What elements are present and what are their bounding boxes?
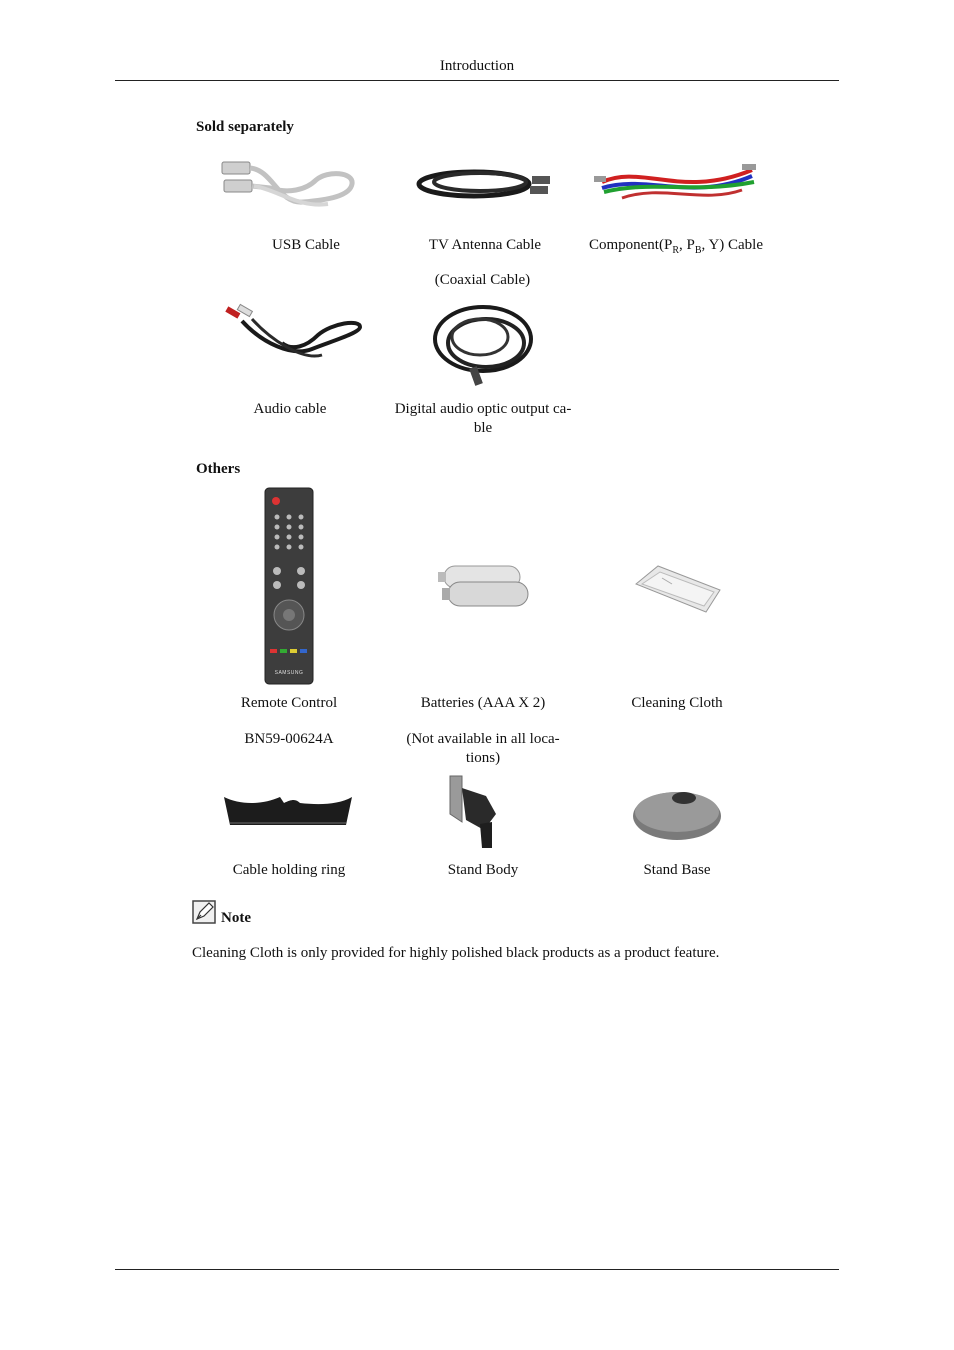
sold-separately-title: Sold separately (196, 119, 294, 135)
batteries-label: Batteries (AAA X 2) (420, 695, 546, 711)
header-title: Introduction (439, 58, 515, 74)
component-label-sub-b: B (694, 245, 702, 256)
optic-cable-icon (428, 297, 538, 389)
stand-body-icon (444, 774, 500, 850)
others-title: Others (196, 461, 241, 477)
stand-base-label: Stand Base (643, 862, 711, 878)
batteries-icon (434, 560, 534, 612)
stand-base-icon (632, 788, 722, 842)
note-label: Note (221, 910, 251, 926)
audio-cable-label: Audio cable (253, 401, 327, 417)
antenna-cable-label: TV Antenna Cable (428, 237, 542, 253)
footer-rule (115, 1269, 839, 1270)
optic-cable-label-line2: ble (473, 420, 493, 436)
batteries-sublabel-line2: tions) (465, 750, 501, 766)
cable-holding-ring-icon (222, 793, 354, 829)
batteries-sublabel-line1: (Not available in all loca- (406, 731, 560, 747)
note-text: Cleaning Cloth is only provided for highly polished black products as a product feature. (192, 945, 720, 961)
component-label-prefix: Component(P (588, 237, 673, 253)
component-label-sub-r: R (672, 245, 679, 256)
note-icon (192, 900, 216, 924)
usb-cable-label: USB Cable (272, 237, 340, 253)
antenna-cable-icon (414, 160, 554, 210)
remote-brand-label: SAMSUNG (274, 670, 304, 676)
optic-cable-label-line1: Digital audio optic output ca- (394, 401, 572, 417)
remote-control-icon (264, 487, 314, 685)
component-cable-icon (592, 154, 762, 209)
header-rule (115, 80, 839, 81)
component-label-mid: , P (678, 237, 695, 253)
component-label-suffix: , Y) Cable (701, 237, 764, 253)
cable-holding-ring-label: Cable holding ring (232, 862, 346, 878)
remote-control-label: Remote Control (240, 695, 338, 711)
cleaning-cloth-label: Cleaning Cloth (631, 695, 723, 711)
cleaning-cloth-icon (632, 562, 722, 614)
remote-control-model: BN59-00624A (244, 731, 334, 747)
component-cable-label (576, 236, 776, 260)
audio-cable-icon (222, 303, 367, 368)
usb-cable-icon (218, 156, 358, 216)
stand-body-label: Stand Body (447, 862, 519, 878)
antenna-cable-sublabel: (Coaxial Cable) (434, 272, 531, 288)
